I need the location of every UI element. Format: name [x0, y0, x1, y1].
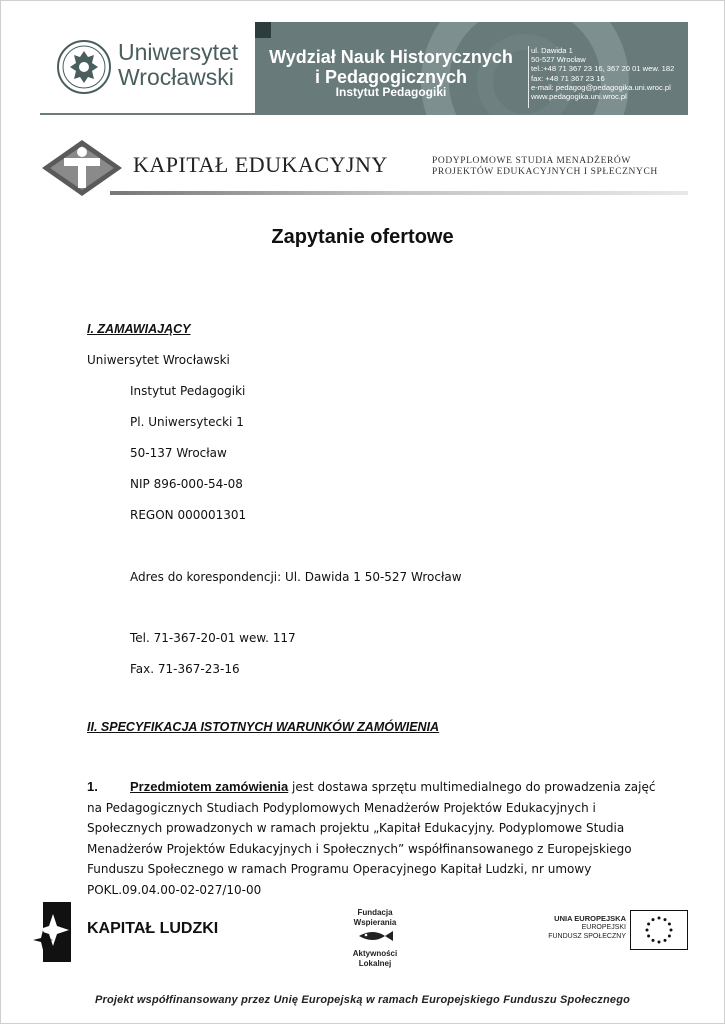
buyer-phone: Tel. 71-367-20-01 wew. 117: [130, 631, 296, 645]
correspondence-address: Adres do korespondencji: Ul. Dawida 1 50-527 Wrocław: [130, 570, 462, 584]
fundacja-logo: [340, 908, 410, 968]
institute-name: Instytut Pedagogiki: [335, 85, 447, 99]
faculty-title: Wydział Nauk Historycznych i Pedagogicznych: [269, 47, 513, 87]
section-1-heading: I. ZAMAWIAJĄCY: [87, 322, 191, 336]
buyer-address: Pl. Uniwersytecki 1: [130, 415, 244, 429]
university-logo-area: [40, 22, 255, 115]
item-number: 1.: [87, 779, 98, 794]
document-title: Zapytanie ofertowe: [271, 226, 454, 248]
banner-rule: [110, 191, 688, 195]
buyer-institute: Instytut Pedagogiki: [130, 384, 246, 398]
kapital-ludzki-logo-icon: [33, 900, 75, 964]
university-header: [40, 22, 688, 115]
project-banner: [40, 138, 688, 200]
buyer-regon: REGON 000001301: [130, 508, 247, 522]
item-line-1: jest dostawa sprzętu multimedialnego do prowadzenia zajęć: [288, 780, 656, 794]
order-subject-first-line: [87, 777, 656, 798]
section-2-heading: II. SPECYFIKACJA ISTOTNYCH WARUNKÓW ZAMÓWIENIA: [87, 720, 440, 734]
project-subtitle: PODYPLOMOWE STUDIA MENADŻERÓW PROJEKTÓW EDUKACYJNYCH I SPŁECZNYCH: [432, 156, 658, 177]
kapital-ludzki-label: KAPITAŁ LUDZKI: [87, 920, 219, 937]
faculty-divider: [528, 46, 529, 108]
buyer-name: Uniwersytet Wrocławski: [87, 353, 230, 367]
fundacja-line-1: Fundacja Wspierania: [353, 908, 397, 927]
fundacja-fish-icon: [355, 928, 395, 944]
faculty-corner-bar: [255, 22, 271, 38]
project-title: KAPITAŁ EDUKACYJNY: [133, 152, 388, 177]
order-subject-paragraph: [87, 777, 656, 900]
item-text-rest: na Pedagogicznych Studiach Podyplomowych Menadżerów Projektów Edukacyjnych i Społecznych prowadzonych w ramach projektu „Kapitał Edukacyjny. Podyplomowe Studia Menadżerów Projektów Edukacyjnych i Społecznych” współfinansowanego z Europejskiego Funduszu Społecznego w ramach Programu Operacyjnego Kapitał Ludzki, nr umowy POKL.09.04.00-02-027/10-00: [87, 800, 632, 897]
fundacja-line-2: Aktywności Lokalnej: [352, 949, 398, 968]
faculty-block: [255, 22, 688, 115]
university-name: Uniwersytet Wrocławski: [118, 39, 239, 90]
eu-label: UNIA EUROPEJSKA EUROPEJSKI FUNDUSZ SPOŁECZNY: [548, 914, 626, 940]
faculty-contact: ul. Dawida 1 50-527 Wrocław tel.:+48 71 367 23 16, 367 20 01 wew. 182 fax: +48 71 367 23 16 e-mail: pedagog@pedagogika.uni.wroc.pl www.pedagogika.uni.wroc.pl: [531, 46, 675, 102]
buyer-nip: NIP 896-000-54-08: [130, 477, 243, 491]
buyer-city: 50-137 Wrocław: [130, 446, 227, 460]
university-crest-icon: [56, 39, 112, 95]
cofinancing-statement: Projekt współfinansowany przez Unię Europejską w ramach Europejskiego Funduszu Społecznego: [94, 994, 631, 1006]
kapital-edukacyjny-logo-icon: [40, 138, 125, 198]
eu-flag-icon: [630, 910, 688, 950]
buyer-fax: Fax. 71-367-23-16: [130, 662, 240, 676]
item-lead: Przedmiotem zamówienia: [130, 779, 289, 794]
